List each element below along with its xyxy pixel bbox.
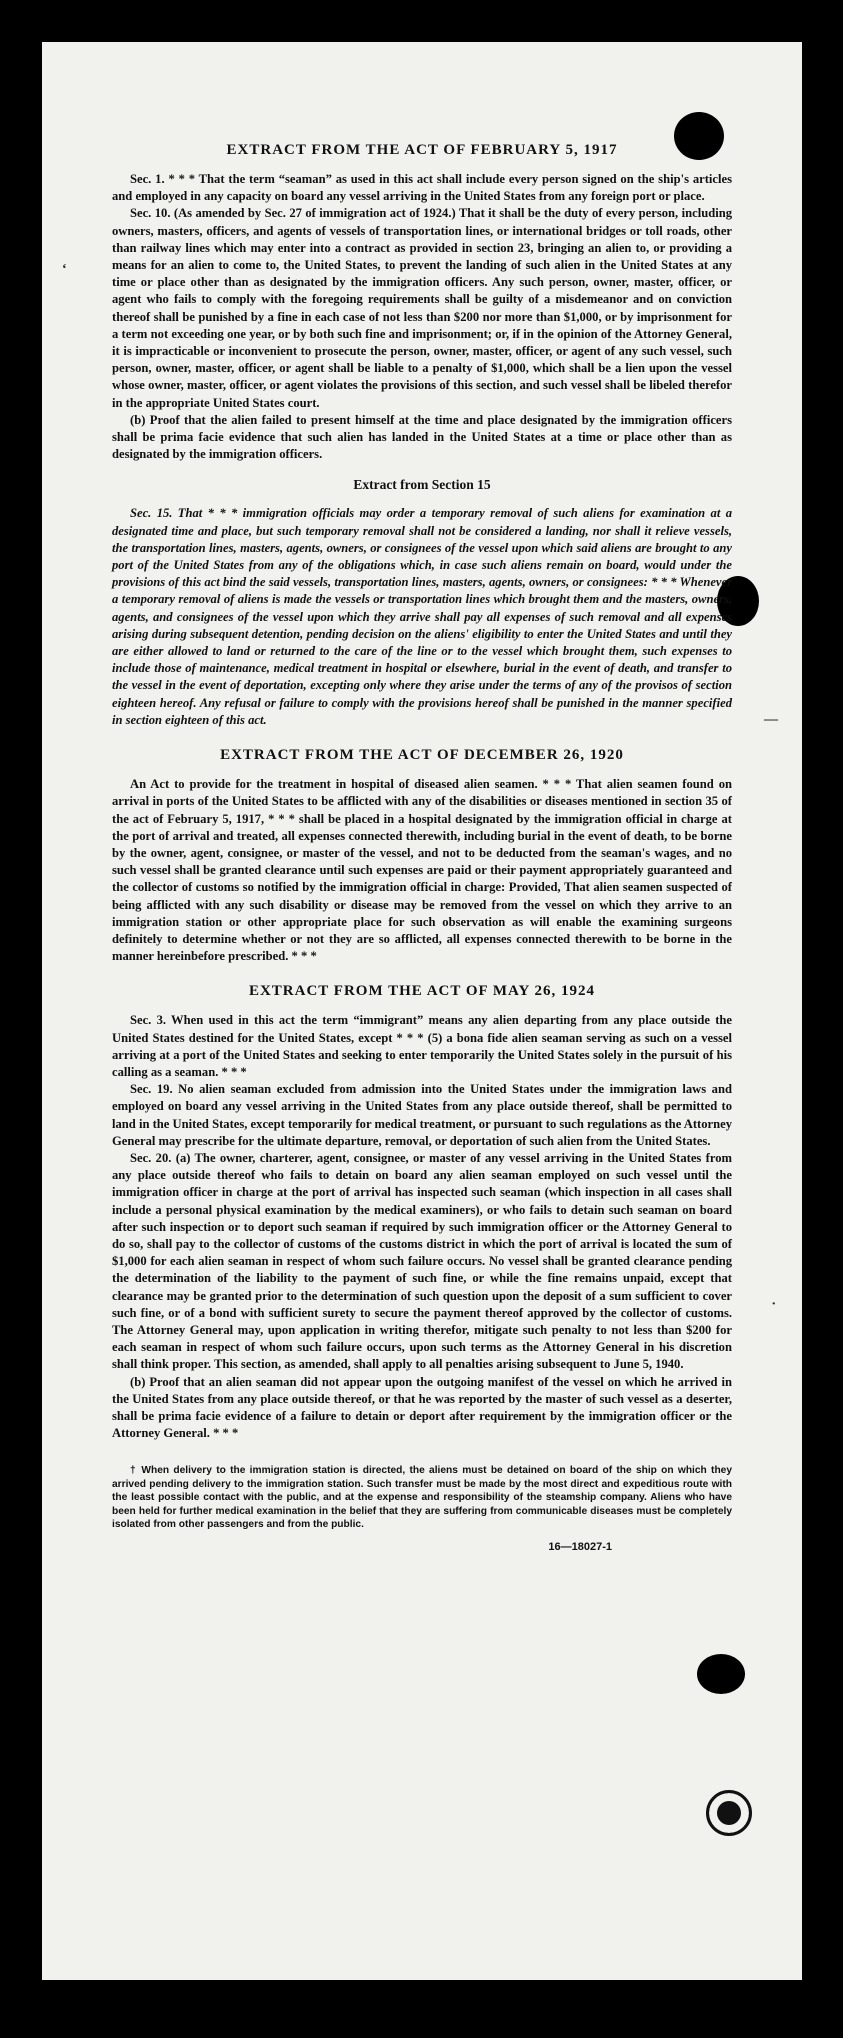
- document-body: [112, 142, 732, 1553]
- section-19-paragraph: Sec. 19. No alien seaman excluded from admission into the United States under the immigration laws and employed on board any vessel arriving in the United States from any place outside thereof, shall be permitted to land in the United States, except temporarily for medical treatment, or pursuant to such regulations as the Attorney General may prescribe for the ultimate departure, removal, or deportation of such alien from the United States.: [112, 1082, 732, 1148]
- section-10-paragraph: Sec. 10. (As amended by Sec. 27 of immigration act of 1924.) That it shall be the duty of every person, including owners, masters, officers, and agents of vessels of transportation lines, or international bridges or toll roads, other than railway lines which may enter into a contract as provided in section 23, bringing an alien to, or providing a means for an alien to come to, the United States, to prevent the landing of such alien in the United States at any time or place other than as designated by the immigration officers. Any such person, owner, master, officer, or agent who fails to comply with the foregoing requirements shall be guilty of a misdemeanor and on conviction thereof shall be punished by a fine in each case of not less than $200 nor more than $1,000, or by imprisonment for a term not exceeding one year, or by both such fine and imprisonment; or, if in the opinion of the Attorney General, it is impracticable or inconvenient to prosecute the person, owner, master, officer, or agent of any such vessel, such person, owner, master, officer, or agent shall be liable to a penalty of $1,000, which shall be a lien upon the vessel whose owner, master, officer, or agent violates the provisions of this section, and such vessel shall be libeled therefor in the appropriate United States court.: [112, 206, 732, 410]
- heading-section-15: Extract from Section 15: [353, 477, 491, 493]
- margin-mark: —: [764, 712, 778, 727]
- margin-mark: ∙: [772, 1297, 776, 1312]
- section-20a-paragraph: Sec. 20. (a) The owner, charterer, agent, consignee, or master of any vessel arriving in the United States from any place outside thereof who fails to detain on board any alien seaman employed on such vessel until the immigration officer in charge at the port of arrival has inspected such seaman (which inspection in all cases shall include a personal physical examination by the medical examiners), or who fails to detain such seaman on board after such inspection or to deport such seaman if required by such immigration officer or the Attorney General to do so, shall pay to the collector of customs of the customs district in which the port of arrival is located the sum of $1,000 for each alien seaman in respect of whom such failure occurs. No vessel shall be granted clearance pending the determination of the liability to the payment of such fine, or while the fine remains unpaid, except that clearance may be granted prior to the determination of such question upon the deposit of a sum sufficient to cover such fine, or of a bond with sufficient surety to secure the payment thereof approved by the collector of customs. The Attorney General may, upon application in writing therefor, mitigate such penalty to not less than $200 for each seaman in respect of whom such failure occurs, upon such terms as the Attorney General in his discretion shall think proper. This section, as amended, shall apply to all penalties arising subsequent to June 5, 1940.: [112, 1150, 732, 1372]
- punch-hole-lower: [706, 1790, 752, 1836]
- section-3-paragraph: Sec. 3. When used in this act the term “immigrant” means any alien departing from any place outside the United States destined for the United States, except * * * (5) a bona fide alien seaman serving as such on a vessel arriving at a port of the United States and seeking to enter temporarily the United States solely in the pursuit of his calling as a seaman. * * *: [112, 1013, 732, 1079]
- heading-act-1924: EXTRACT FROM THE ACT OF MAY 26, 1924: [248, 983, 596, 1000]
- footnote: † When delivery to the immigration station is directed, the aliens must be detained on board of the ship on which they arrived pending delivery to the immigration station. Such transfer must be made by the most direct and expeditious route with the least possible contact with the public, and at the expense and responsibility of the steamship company. Aliens who have been held for further medical examination in the belief that they are suffering from communicable diseases must be completely isolated from other passengers and from the public.: [112, 1465, 732, 1531]
- section-1-paragraph: Sec. 1. * * * That the term “seaman” as used in this act shall include every person signed on the ship's articles and employed in any capacity on board any vessel arriving in the United States from any foreign port or place.: [112, 172, 732, 204]
- act-1920-paragraph: An Act to provide for the treatment in hospital of diseased alien seamen. * * * That alien seamen found on arrival in ports of the United States to be afflicted with any of the disabilities or diseases mentioned in section 35 of the act of February 5, 1917, * * * shall be placed in a hospital designated by the immigration official in charge at the port of arrival and treated, all expenses connected therewith, including burial in the event of death, to be borne by the owner, agent, consignee, or master of the vessel, and not to be deducted from the seaman's wages, and no such vessel shall be granted clearance until such expenses are paid or their payment appropriately guaranteed and the collector of customs so notified by the immigration official in charge: Provided, That alien seamen suspected of being afflicted with any such disability or disease may be removed from the vessel on which they arrive to an immigration station or other appropriate place for such observation as will enable the examining surgeons definitely to determine whether or not they are so afflicted, all expenses connected therewith to be borne in the manner hereinbefore prescribed. * * *: [112, 777, 732, 964]
- section-15-paragraph: Sec. 15. That * * * immigration officials may order a temporary removal of such aliens for examination at a designated time and place, but such temporary removal shall not be considered a landing, nor shall it relieve vessels, the transportation lines, masters, agents, owners, or consignees of the vessel upon which said aliens are brought to any port of the United States from any of the obligations which, in case such aliens remain on board, would under the provisions of this act bind the said vessels, transportation lines, masters, agents, owners, or consignees: * * * Whenever a temporary removal of aliens is made the vessels or transportation lines which brought them and the masters, owners, agents, and consignees of the vessel upon which they arrive shall pay all expenses of such removal and all expenses arising during subsequent detention, pending decision on the aliens' eligibility to enter the United States and until they are either allowed to land or returned to the care of the line or to the vessel which brought them, such expenses to include those of maintenance, medical treatment in hospital or elsewhere, burial in the event of death, and transfer to the vessel in the event of deportation, excepting only where they arise under the terms of any of the provisos of section eighteen hereof. Any refusal or failure to comply with the provisions hereof shall be punished in the manner specified in section eighteen of this act.: [112, 506, 732, 727]
- punch-hole-bottom: [697, 1654, 745, 1694]
- section-20b-paragraph: (b) Proof that an alien seaman did not appear upon the outgoing manifest of the vessel on which he arrived in the United States from any place outside thereof, or that he was reported by the master of such vessel as a deserter, shall be prima facie evidence of a failure to detain or deport after requirement by the immigration officer or the Attorney General. * * *: [112, 1374, 732, 1441]
- form-number: 16—18027-1: [548, 1541, 612, 1554]
- heading-act-1917: EXTRACT FROM THE ACT OF FEBRUARY 5, 1917: [226, 142, 618, 158]
- margin-mark: ‘: [62, 262, 67, 277]
- document-page: [42, 42, 802, 1980]
- heading-act-1920: EXTRACT FROM THE ACT OF DECEMBER 26, 1920: [220, 747, 624, 764]
- section-10b-paragraph: (b) Proof that the alien failed to present himself at the time and place designated by the immigration officers shall be prima facie evidence that such alien has landed in the United States at a time or place other than as designated by the immigration officers.: [112, 412, 732, 462]
